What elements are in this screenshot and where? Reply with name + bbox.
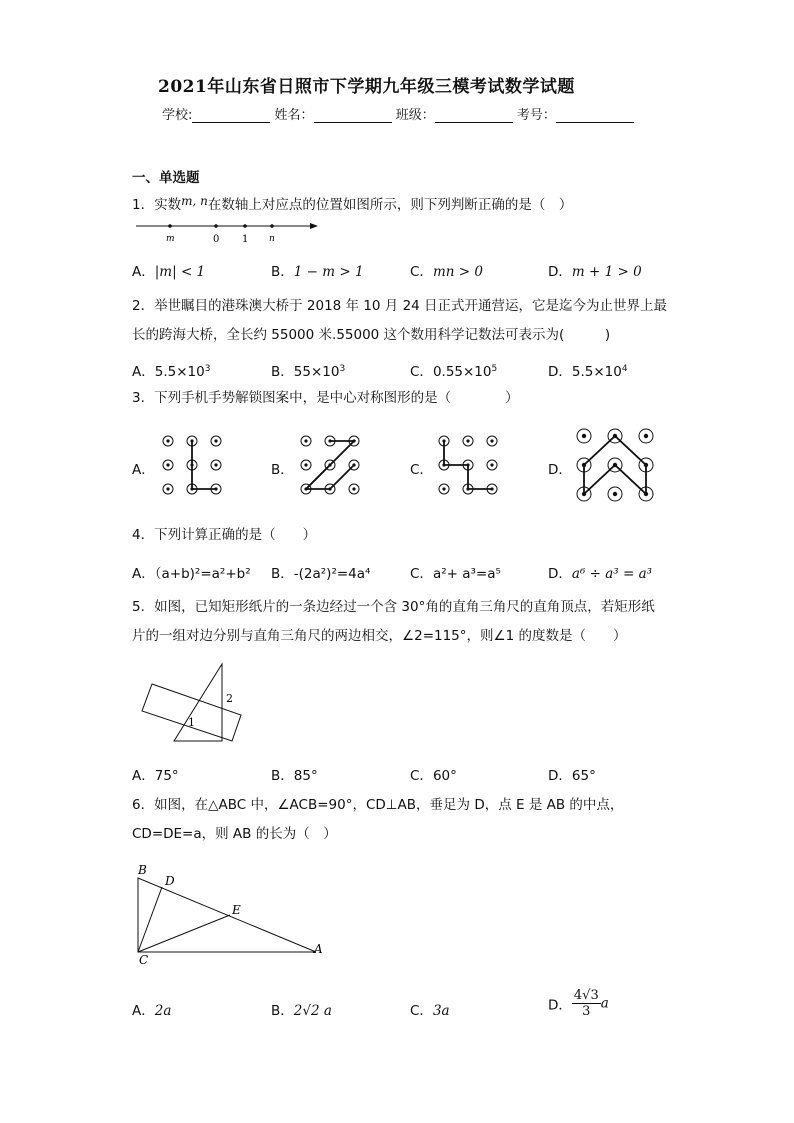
question-2 <box>132 296 667 345</box>
q5-number: 5． <box>132 599 155 615</box>
q1-number-line <box>130 216 330 246</box>
option-fraction <box>572 988 601 1019</box>
option-exponent: 5 <box>491 364 498 374</box>
q2-line-1 <box>132 296 667 316</box>
option-text: 0.55×10 <box>432 364 492 380</box>
option-text: 3a <box>432 1003 450 1019</box>
q2-line-2: 长的跨海大桥，全长约 55000 米.55000 这个数用科学记数法可表示为( ) <box>132 327 611 343</box>
fraction-numerator: 4√3 <box>573 988 599 1003</box>
q6-point-b: B <box>138 863 147 877</box>
option-text: -(2a²)²=4a⁴ <box>293 566 371 582</box>
q1-label-m: m <box>166 234 175 244</box>
option-label: A． <box>132 1003 155 1019</box>
q6-figure <box>130 858 330 968</box>
q1-label-1: 1 <box>242 234 249 245</box>
q5-text: 如图，已知矩形纸片的一条边经过一个含 30°角的直角三角尺的直角顶点，若矩形纸 <box>154 599 655 615</box>
student-info-line <box>162 104 634 123</box>
option-text: 65° <box>571 768 596 784</box>
q1-number: 1． <box>132 197 155 213</box>
option-label: C． <box>410 566 433 582</box>
option-label: B． <box>271 566 294 582</box>
question-6 <box>132 795 623 844</box>
question-3 <box>132 388 519 408</box>
q5-option-b[interactable] <box>271 764 318 784</box>
option-label: D． <box>548 364 572 380</box>
option-text: 5.5×10 <box>154 364 205 380</box>
q5-option-c[interactable] <box>410 764 457 784</box>
option-label: B． <box>271 364 294 380</box>
q1-point-m <box>168 224 172 228</box>
q3-pattern-a <box>158 432 228 498</box>
option-label: D． <box>548 768 572 784</box>
q1-point-0 <box>214 224 218 228</box>
q4-option-a[interactable] <box>132 562 251 582</box>
option-text: 85° <box>293 768 318 784</box>
q6-option-b[interactable] <box>271 999 332 1019</box>
q4-text: 下列计算正确的是（ ） <box>154 527 317 543</box>
school-blank <box>192 109 270 123</box>
option-text: 5.5×10 <box>571 364 622 380</box>
q6-point-a: A <box>314 942 323 956</box>
q5-option-d[interactable] <box>548 764 596 784</box>
question-5 <box>132 597 655 646</box>
q1-label-n: n <box>269 234 275 244</box>
q3-option-a[interactable]: A． <box>132 462 155 478</box>
option-text: 2a <box>154 1003 172 1019</box>
option-label: D． <box>548 566 572 582</box>
option-label: D． <box>548 264 572 280</box>
option-text: |m| < 1 <box>154 264 206 280</box>
q2-option-a[interactable] <box>132 360 210 380</box>
q2-option-d[interactable] <box>548 360 628 380</box>
q3-option-d[interactable]: D． <box>548 462 572 478</box>
q1-text: 在数轴上对应点的位置如图所示，则下列判断正确的是（ ） <box>207 197 573 213</box>
exam-no-label: 考号： <box>516 108 556 123</box>
class-label: 班级： <box>395 108 435 123</box>
q5-line-1 <box>132 597 655 617</box>
q2-text: 举世瞩目的港珠澳大桥于 2018 年 10 月 24 日正式开通营运，它是迄今为止世界上最 <box>154 298 668 314</box>
q4-option-b[interactable] <box>271 562 370 582</box>
option-text: （a+b)²=a²+b² <box>154 566 251 582</box>
q5-angle-2: 2 <box>226 692 233 705</box>
option-text: mn > 0 <box>432 264 483 280</box>
option-text: 55×10 <box>293 364 340 380</box>
question-4 <box>132 525 316 545</box>
q6-number: 6． <box>132 797 155 813</box>
option-text: a²+ a³=a⁵ <box>432 566 501 582</box>
option-label: B． <box>271 264 294 280</box>
q2-option-b[interactable] <box>271 360 345 380</box>
option-exponent: 4 <box>621 364 628 374</box>
q1-vars: m, n <box>181 194 208 208</box>
q3-text: 下列手机手势解锁图案中，是中心对称图形的是（ ） <box>154 390 519 406</box>
option-text: 2√2 a <box>293 1003 332 1019</box>
page-title: 2021年山东省日照市下学期九年级三模考试数学试题 <box>158 77 575 97</box>
option-text: 75° <box>154 768 179 784</box>
q6-point-e: E <box>232 903 241 917</box>
q6-point-c: C <box>139 953 149 967</box>
class-blank <box>435 109 513 123</box>
option-text: m + 1 > 0 <box>571 264 642 280</box>
q2-option-c[interactable] <box>410 360 497 380</box>
q3-option-b[interactable]: B． <box>271 462 294 478</box>
q2-number: 2． <box>132 298 155 314</box>
option-text: 60° <box>432 768 457 784</box>
option-label: B． <box>271 768 294 784</box>
option-exponent: 3 <box>339 364 346 374</box>
q6-option-d[interactable] <box>548 988 609 1019</box>
question-1 <box>132 191 572 215</box>
option-label: B． <box>271 1003 294 1019</box>
q3-number: 3． <box>132 390 155 406</box>
option-label: D． <box>548 997 572 1014</box>
q3-pattern-d <box>572 426 654 504</box>
q1-option-b[interactable] <box>271 260 364 280</box>
q1-label-0: 0 <box>213 234 220 245</box>
option-label: C． <box>410 1003 433 1019</box>
q1-prefix: 实数 <box>154 197 182 213</box>
option-label: A． <box>132 364 155 380</box>
school-label: 学校: <box>162 108 193 123</box>
q5-option-a[interactable] <box>132 764 179 784</box>
q5-line-2: 片的一组对边分别与直角三角尺的两边相交，∠2=115°，则∠1 的度数是（ ） <box>132 628 627 644</box>
q5-angle-1: 1 <box>188 716 195 729</box>
q1-point-n <box>270 224 274 228</box>
q6-line-1 <box>132 795 623 815</box>
q6-option-c[interactable] <box>410 999 450 1019</box>
option-suffix: a <box>600 995 609 1012</box>
q4-option-c[interactable] <box>410 562 501 582</box>
q6-point-d: D <box>165 874 175 888</box>
q1-point-1 <box>243 224 247 228</box>
q1-option-c[interactable] <box>410 260 483 280</box>
q4-option-d[interactable] <box>548 562 652 582</box>
q1-option-d[interactable] <box>548 260 642 280</box>
section-title: 一、单选题 <box>132 170 200 186</box>
name-label: 姓名： <box>274 108 314 123</box>
option-label: C． <box>410 364 433 380</box>
q5-figure <box>136 660 256 746</box>
q6-text: 如图，在△ABC 中，∠ACB=90°，CD⊥AB，垂足为 D，点 E 是 AB 的中点， <box>154 797 624 813</box>
q6-option-a[interactable] <box>132 999 171 1019</box>
option-label: C． <box>410 264 433 280</box>
option-exponent: 3 <box>204 364 211 374</box>
q3-pattern-c <box>434 432 504 498</box>
fraction-denominator: 3 <box>582 1004 591 1019</box>
option-label: C． <box>410 768 433 784</box>
name-blank <box>314 109 392 123</box>
q3-option-c[interactable]: C． <box>410 462 433 478</box>
option-text: a⁶ ÷ a³ = a³ <box>571 566 653 582</box>
option-label: A． <box>132 768 155 784</box>
q4-number: 4． <box>132 527 155 543</box>
option-label: A． <box>132 566 155 582</box>
option-label: A． <box>132 264 155 280</box>
exam-no-blank <box>556 109 634 123</box>
q3-pattern-b <box>296 432 366 498</box>
option-text: 1 − m > 1 <box>293 264 364 280</box>
q1-option-a[interactable] <box>132 260 205 280</box>
q6-line-2: CD=DE=a，则 AB 的长为（ ） <box>132 826 337 842</box>
